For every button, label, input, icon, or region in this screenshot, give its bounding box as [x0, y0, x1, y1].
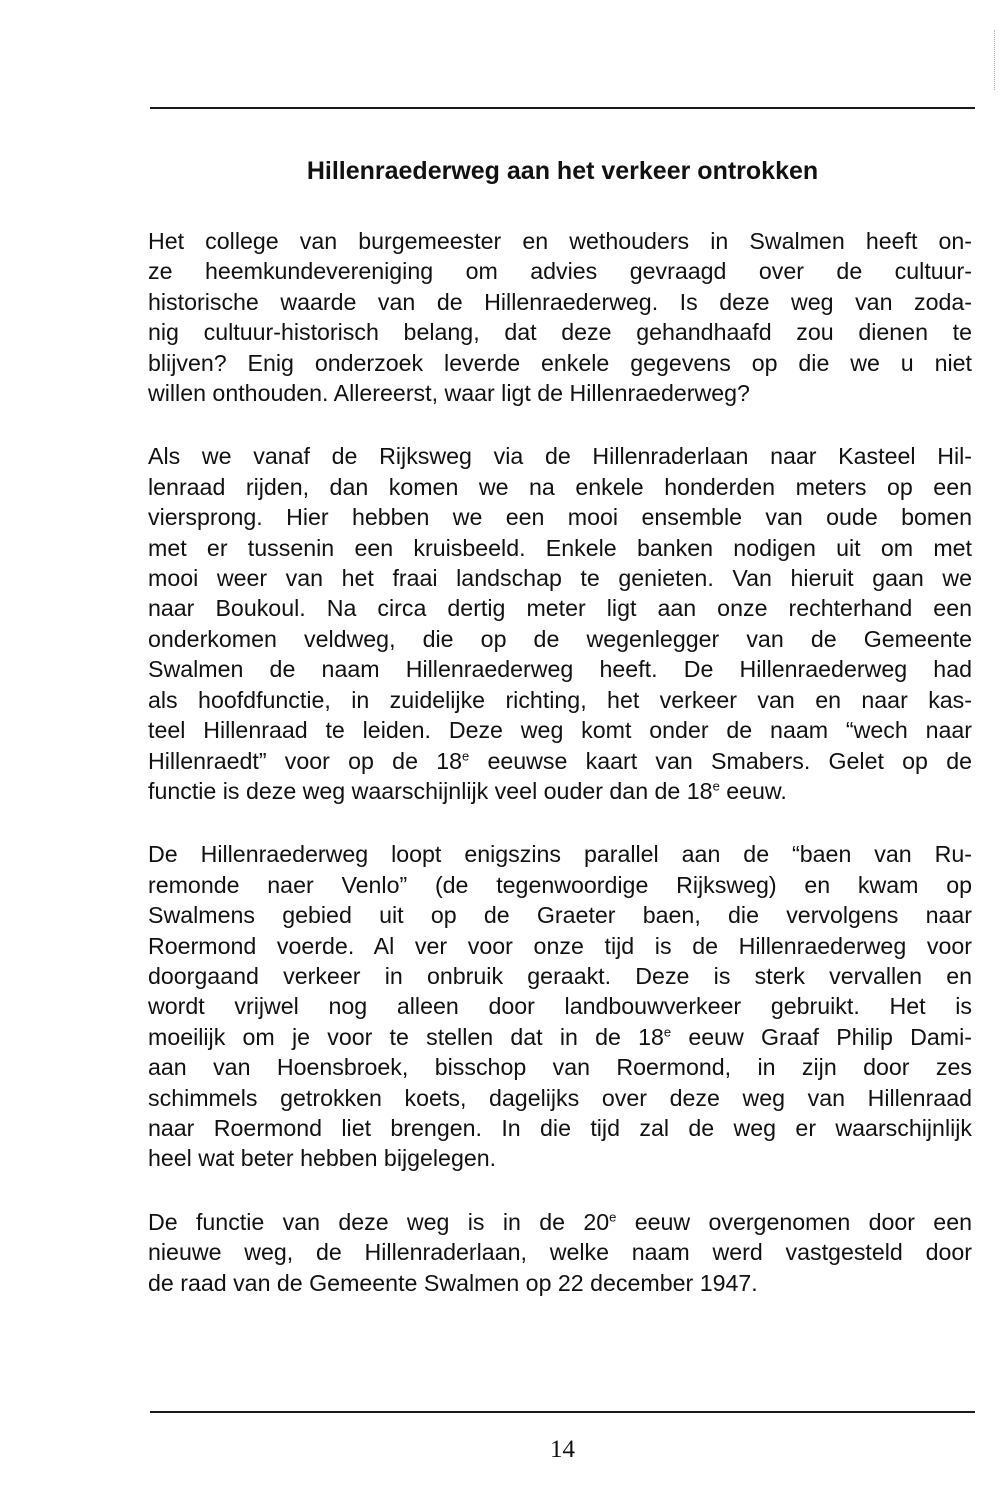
- text-line: blijven? Enig onderzoek leverde enkele gegevens op die we u niet: [148, 349, 972, 376]
- bottom-rule: [150, 1411, 975, 1413]
- text-line: Als we vanaf de Rijksweg via de Hillenraderlaan naar Kasteel Hil-: [148, 443, 972, 470]
- text-line: ze heemkundevereniging om advies gevraagd over de cultuur-: [148, 258, 972, 285]
- text-line: remonde naer Venlo” (de tegenwoordige Rijksweg) en kwam op: [148, 871, 972, 898]
- text-line: De Hillenraederweg loopt enigszins parallel aan de “baen van Ru-: [148, 841, 972, 868]
- text-line: viersprong. Hier hebben we een mooi ensemble van oude bomen: [148, 504, 972, 531]
- top-rule: [150, 107, 975, 109]
- text-line: moeilijk om je voor te stellen dat in de 18e eeuw Graaf Philip Dami-: [148, 1023, 972, 1050]
- text-line: wordt vrijwel nog alleen door landbouwverkeer gebruikt. Het is: [148, 993, 972, 1020]
- text-line: functie is deze weg waarschijnlijk veel ouder dan de 18e eeuw.: [148, 777, 787, 804]
- text-line: doorgaand verkeer in onbruik geraakt. Deze is sterk vervallen en: [148, 962, 972, 989]
- text-line: Roermond voerde. Al ver voor onze tijd is de Hillenraederweg voor: [148, 932, 972, 959]
- text-line: onderkomen veldweg, die op de wegenlegger van de Gemeente: [148, 625, 972, 652]
- text-line: met er tussenin een kruisbeeld. Enkele banken nodigen uit om met: [148, 534, 972, 561]
- paragraph-3: [148, 839, 972, 1173]
- text-line: naar Boukoul. Na circa dertig meter ligt aan onze rechterhand een: [148, 595, 972, 622]
- paragraph-4: [148, 1207, 972, 1298]
- text-line: als hoofdfunctie, in zuidelijke richting, het verkeer van en naar kas-: [148, 686, 972, 713]
- paragraph-2: [148, 441, 972, 806]
- text-line: heel wat beter hebben bijgelegen.: [148, 1145, 497, 1172]
- text-line: de raad van de Gemeente Swalmen op 22 december 1947.: [148, 1269, 758, 1296]
- text-line: schimmels getrokken koets, dagelijks over deze weg van Hillenraad: [148, 1084, 972, 1111]
- text-line: naar Roermond liet brengen. In die tijd zal de weg er waarschijnlijk: [148, 1114, 972, 1141]
- text-line: Swalmens gebied uit op de Graeter baen, die vervolgens naar: [148, 902, 972, 929]
- text-line: mooi weer van het fraai landschap te genieten. Van hieruit gaan we: [148, 565, 972, 592]
- paragraph-1: [148, 226, 972, 408]
- text-line: aan van Hoensbroek, bisschop van Roermond, in zijn door zes: [148, 1054, 972, 1081]
- scan-artifact: [994, 30, 997, 90]
- text-line: Swalmen de naam Hillenraederweg heeft. De Hillenraederweg had: [148, 656, 972, 683]
- text-line: nieuwe weg, de Hillenraderlaan, welke naam werd vastgesteld door: [148, 1239, 972, 1266]
- text-line: De functie van deze weg is in de 20e eeuw overgenomen door een: [148, 1208, 972, 1235]
- page-number: 14: [550, 1436, 575, 1463]
- text-line: teel Hillenraad te leiden. Deze weg komt onder de naam “wech naar: [148, 717, 972, 744]
- text-line: Hillenraedt” voor op de 18e eeuwse kaart van Smabers. Gelet op de: [148, 747, 972, 774]
- text-line: historische waarde van de Hillenraederweg. Is deze weg van zoda-: [148, 288, 972, 315]
- text-line: willen onthouden. Allereerst, waar ligt de Hillenraederweg?: [148, 380, 750, 407]
- text-line: Het college van burgemeester en wethouders in Swalmen heeft on-: [148, 228, 972, 254]
- text-line: lenraad rijden, dan komen we na enkele honderden meters op een: [148, 473, 972, 500]
- article-title: Hillenraederweg aan het verkeer ontrokken: [306, 157, 819, 185]
- article-body: [148, 226, 972, 1331]
- text-line: nig cultuur-historisch belang, dat deze gehandhaafd zou dienen te: [148, 319, 972, 346]
